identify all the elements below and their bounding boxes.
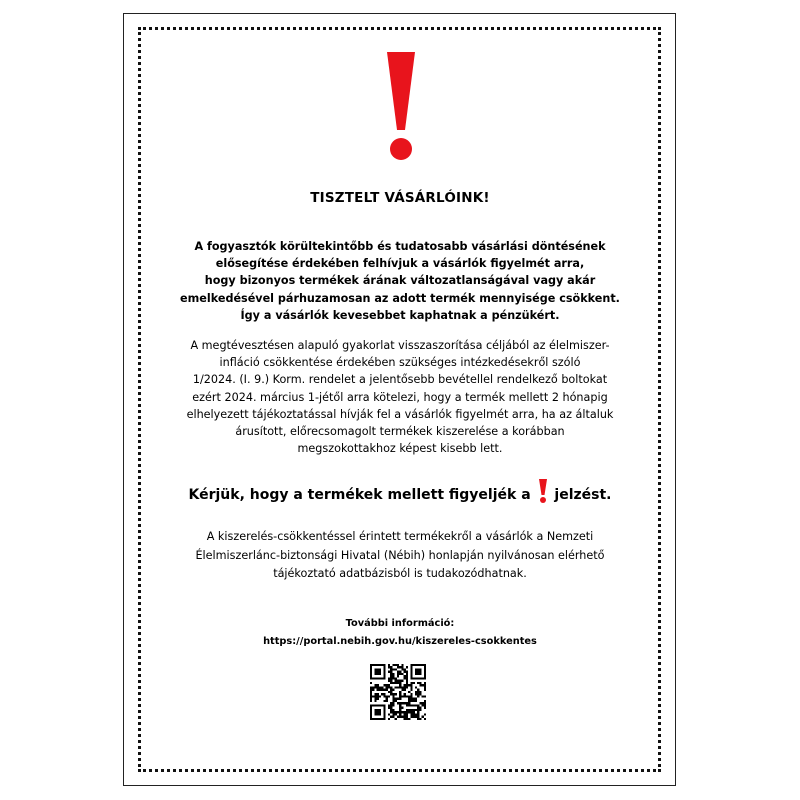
regulation-line: ezért 2024. március 1-jétől arra kötelezi, hogy a termék mellett 2 hónapig — [192, 390, 608, 404]
intro-line: Így a vásárlók kevesebbet kaphatnak a pénzükért. — [240, 308, 560, 322]
database-line: A kiszerelés-csökkentéssel érintett termékekről a vásárlók a Nemzeti — [206, 530, 594, 543]
more-info-url[interactable]: https://portal.nebih.gov.hu/kiszereles-csokkentes — [263, 636, 537, 647]
regulation-line: elhelyezett tájékoztatással hívják fel a vásárlók figyelmét arra, ha az általuk — [186, 407, 614, 421]
exclamation-mark-icon — [384, 50, 418, 162]
regulation-line: A megtévesztésen alapuló gyakorlat visszaszorítása céljából az élelmiszer- — [190, 339, 610, 352]
callout-text-after: jelzést. — [554, 487, 612, 503]
exclamation-mark-icon — [538, 478, 548, 504]
intro-line: elősegítése érdekében felhívjuk a vásárlók figyelmét arra, — [215, 257, 585, 271]
intro-line: emelkedésével párhuzamosan az adott termék mennyisége csökkent. — [180, 291, 620, 305]
regulation-line: 1/2024. (I. 9.) Korm. rendelet a jelentősebb bevétellel rendelkező boltokat — [192, 373, 608, 387]
database-paragraph — [0, 528, 800, 584]
intro-line: A fogyasztók körültekintőbb és tudatosabb vásárlási döntésének — [194, 240, 606, 253]
callout-sentence — [0, 478, 800, 507]
intro-line: hogy bizonyos termékek árának változatlanságával vagy akár — [204, 274, 596, 288]
callout-text-before: Kérjük, hogy a termékek mellett figyeljék a — [188, 487, 531, 503]
database-line: tájékoztató adatbázisból is tudakozódhatnak. — [273, 567, 527, 581]
database-line: Élelmiszerlánc-biztonsági Hivatal (Nébih) honlapján nyilvánosan elérhető — [195, 548, 605, 562]
poster-title: TISZTELT VÁSÁRLÓINK! — [310, 190, 490, 206]
regulation-line: árusított, előrecsomagolt termékek kiszerelése a korábban — [235, 425, 565, 439]
intro-paragraph — [0, 238, 800, 324]
regulation-paragraph — [0, 337, 800, 457]
more-info-label: További információ: — [345, 618, 455, 629]
regulation-line: megszokottakhoz képest kisebb lett. — [297, 442, 503, 456]
regulation-line: infláció csökkentése érdekében szükséges intézkedésekről szóló — [219, 356, 581, 370]
qr-code-icon[interactable] — [370, 664, 426, 720]
